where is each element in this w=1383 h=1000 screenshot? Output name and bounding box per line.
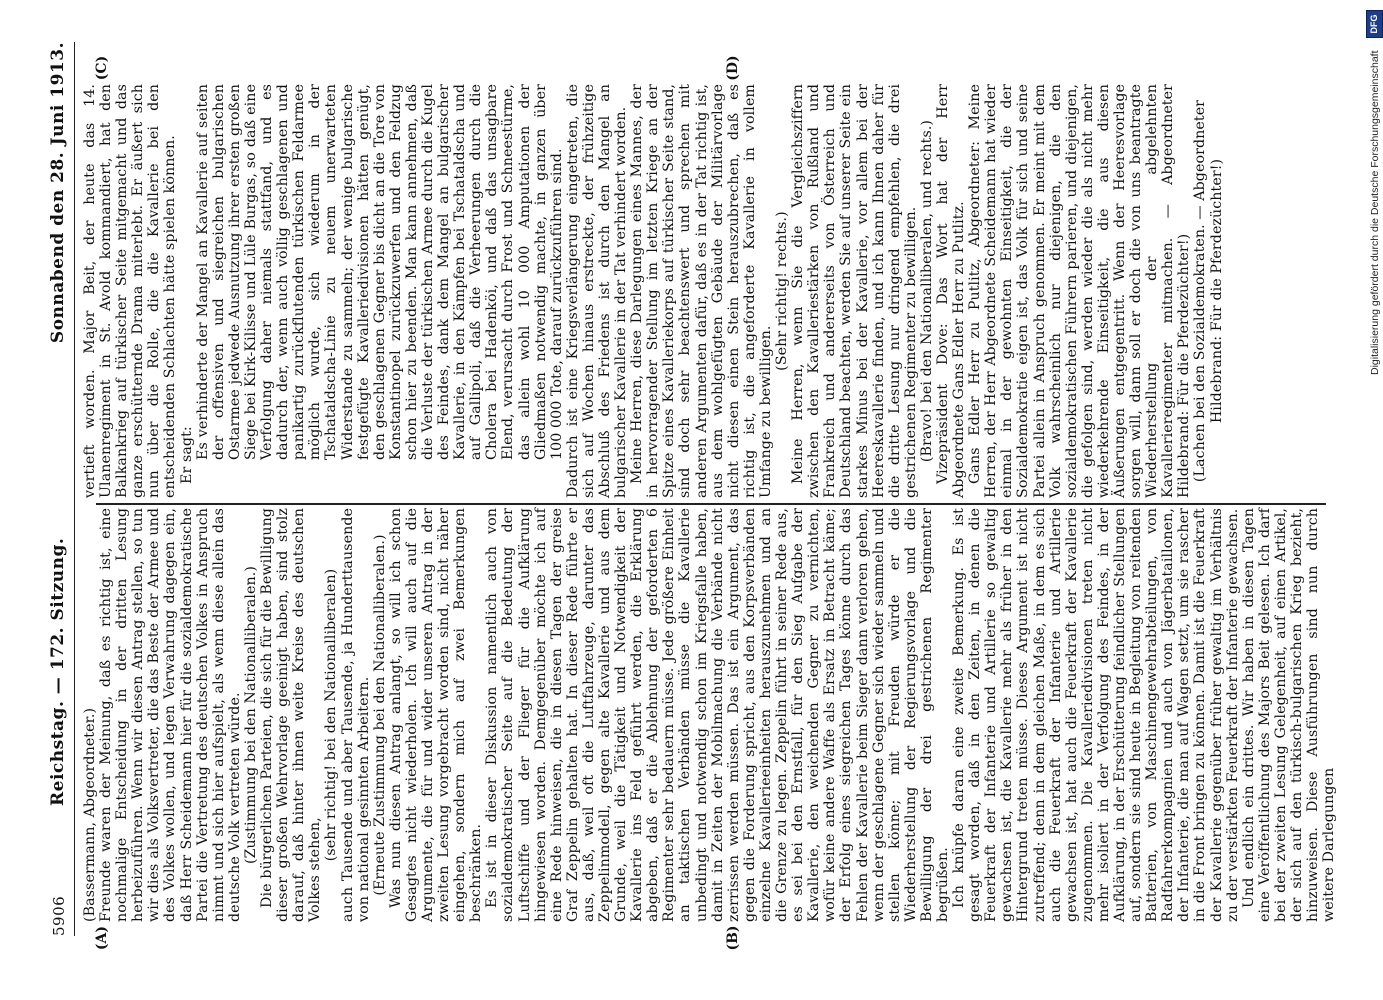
left-column (82, 508, 1338, 922)
margin-marker-b: (B) (725, 925, 741, 951)
interjection: (Bravo! bei den Nationalliberalen, und rechts.) (918, 119, 935, 463)
margin-marker-a: (A) (94, 925, 110, 951)
paragraph: Vizepräsident Dove: Das Wort hat der Herr Abgeordnete Gans Edler Herr zu Putlitz. (934, 84, 968, 498)
paragraph: Es ist in dieser Diskussion namentlich auch von sozialdemokratischer Seite auf die Bedeutung der Luftschiffe und der Flieger für die Aufklärung hingewiesen worden. Demgegenüber möchte ich auf eine Rede hinweisen, die in diesen Tagen der greise Graf Zeppelin gehalten hat. In dieser Rede führte er aus, daß, weil oft die Luftfahrzeuge, darunter das Zeppelinmodell, gegen alte Kavallerie und aus dem Grunde, weil die Tätigkeit und Notwendigkeit der Kavallerie ins Feld geführt werden, die Erklärung abgeben, daß er die Ablehnung der geforderten 6 Regimenter sehr bedauern müsse. Jede größere Einheit an taktischen Verbänden müsse die Kavallerie unbedingt und notwendig schon im Kriegsfalle haben, damit in Zeiten der Mobilmachung die Verbände nicht zerrissen werden müssen. Das ist ein Argument, das gegen die Forderung spricht, aus den Korpsverbänden einzelne Kavallerieeinheiten herauszunehmen und an die Grenze zu legen. Zeppelin führt in seiner Rede aus, es sei bei den Ernstfall, für den Sieg Aufgabe der Kavallerie, den weichenden Gegner zu vernichten, wofür keine andere Waffe als Ersatz in Betracht käme; der Erfolg eines siegreichen Tages könne durch das Fehlen der Kavallerie beim Sieger dann verloren gehen, wenn der geschlagene Gegner sich wieder sammeln und stellen könne; mit Freuden würde er die Wiederherstellung der Regierungsvorlage und die Bewilligung der drei gestrichenen Regimenter begrüßen. (484, 508, 951, 922)
header-rule (74, 42, 75, 936)
paragraph: auch Tausende und aber Tausende, ja Hunderttausende von national gesinnten Arbeitern. (339, 508, 372, 922)
interjection: (Sehr richtig! rechts.) (774, 211, 791, 371)
paragraph: Meine Herren, diese Darlegungen eines Mannes, der in hervorragender Stellung im letzten Kriege an der Spitze eines Kavalleriekorps auf türkischer Seite stand, sind doch sehr beachtenswert und sprechen mit anderen Argumenten dafür, daß es in der Tat richtig ist, aus dem wohlgefügten Gebäude der Militärvorlage nicht diesen einen Stein herauszubrechen, daß es richtig ist, die angeforderte Kavallerie in vollem Umfange zu bewilligen. (629, 84, 774, 498)
dfg-logo (1366, 10, 1383, 38)
paragraph: Meine Herren, wenn Sie die Vergleichsziffern zwischen den Kavalleriestärken von Rußland und Frankreich und andererseits von Österreich und Deutschland beachten, werden Sie auf unserer Seite ein starkes Minus bei der Kavallerie, vor allem bei der Heereskavallerie finden, und ich kann Ihnen daher für die dritte Lesung nur dringend empfehlen, die drei gestrichenen Regimenter zu bewilligen. (790, 84, 919, 498)
interjection: (Zustimmung bei den Nationalliberalen.) (242, 565, 259, 865)
interjection: (sehr richtig! bei den Nationalliberalen) (323, 568, 340, 862)
margin-marker-d: (D) (725, 55, 741, 81)
paragraph: Ich knüpfe daran eine zweite Bemerkung. Es ist gesagt worden, daß in den Zeiten, in denen die Feuerkraft der Infanterie und Artillerie so gewaltig gewachsen ist, die Kavallerie mehr als früher in den Hintergrund treten müsse. Dieses Argument ist nicht zutreffend; denn in dem gleichen Maße, in dem es sich auch die Feuerkraft der Infanterie und Artillerie gewachsen ist, hat auch die Feuerkraft der Kavallerie zugenommen. Die Kavalleriedivisionen treten nicht mehr isoliert in der Verfolgung des Feindes, in der Aufklärung, in der Erschütterung feindlicher Stellungen auf, sondern sie sind heute in Begleitung von reitenden Batterien, von Maschinengewehrabteilungen, von Radfahrerkompagnien und auch von Jägerbataillonen, der Infanterie, die man auf Wagen setzt, um sie rascher in die Front bringen zu können. Damit ist die Feuerkraft der Kavallerie gegenüber früher gewaltig im Verhältnis zu der verstärkten Feuerkraft der Infanterie gewachsen. (951, 508, 1241, 922)
session-date: Sonnabend den 28. Juni 1913. (48, 42, 68, 344)
quotation: Es verhinderte der Mangel an Kavallerie auf seiten der offensiven und siegreichen bulgarischen Ostarmee jedwede Ausnutzung ihrer ersten großen Siege bei Kirk-Kilisse und Lüle Burgas, so daß eine Verfolgung daher niemals stattfand, und es dadurch der, wenn auch völlig geschlagenen und panikartig zurückflutenden türkischen Feldarmee möglich wurde, sich wiederum in der Tschataldscha-Linie zu neuem unerwarteten Widerstande zu sammeln; der wenige bulgarische festgefügte Kavalleriedivisionen hätten genügt, den geschlagenen Gegner bis dicht an die Tore von Konstantinopel zurückzuwerfen und den Feldzug schon hier zu beenden. Man kann annehmen, daß die Verluste der türkischen Armee durch die Kugel des Feindes, dank dem Mangel an bulgarischer Kavallerie, in den Kämpfen bei Tschataldscha und auf Gallipoli, daß die Verheerungen durch die Cholera bei Hadenköi, und daß das unsagbare Elend, verursacht durch Frost und Schneestürme, das allein wohl 10 000 Amputationen der Gliedmaßen notwendig machte, in ganzen über 100 000 Tote, darauf zurückzuführen sind. (194, 84, 565, 460)
quotation: Dadurch ist eine Kriegsverlängerung eingetreten, die sich auf Wochen hinaus erstreckte, der frühzeitige Abschluß des Friedens ist durch den Mangel an bulgarischer Kavallerie in der Tat verhindert worden. (564, 84, 630, 498)
column-divider (96, 503, 1326, 505)
margin-marker-c: (C) (94, 55, 110, 81)
paragraph: Und endlich ein drittes. Wir haben in diesen Tagen eine Veröffentlichung des Majors Beit gelesen. Ich darf bei der zweiten Lesung Gelegenheit, auf einen Artikel, der sich auf den türkisch-bulgarischen Krieg bezieht, hinzuweisen. Diese Ausführungen sind nun durch weitere Darlegungen (1240, 508, 1338, 922)
dfg-logo-text: DFG (1369, 14, 1379, 34)
speaker-note: (Bassermann, Abgeordneter.) (82, 707, 98, 922)
publication-title: Reichstag. — 172. Sitzung. (48, 537, 68, 806)
interjection: (Erneute Zustimmung bei den Nationalliberalen.) (371, 534, 388, 896)
interjection: (Lachen bei den Sozialdemokraten. — Abgeordneter Hildebrand: Für die Pferdezüchter!) (1192, 99, 1225, 483)
paragraph: Die bürgerlichen Parteien, die sich für die Bewilligung dieser großen Wehrvorlage geeinigt haben, sind stolz darauf, daß hinter ihnen weite Kreise des deutschen Volkes stehen, (259, 508, 324, 922)
paragraph: Er sagt: (178, 426, 195, 484)
digitization-credit: Digitalisierung gefördert durch die Deutsche Forschungsgemeinschaft (1369, 50, 1381, 375)
paragraph: Gans Edler Herr zu Putlitz, Abgeordneter: Meine Herren, der Herr Abgeordnete Scheidemann hat wieder einmal in der gewohnten Einseitigkeit, die der Sozialdemokratie eigen ist, das Volk für sich und seine Partei allein in Anspruch genommen. Er meint mit dem Volk wahrscheinlich nur diejenigen, die den sozialdemokratischen Führern parieren, und diejenigen, die gefolgen sind, werden wieder die als nicht mehr wiederkehrende Einseitigkeit, die aus diesen Äußerungen entgegentritt. Wenn der Heeresvorlage sorgen will, dann soll er doch die von uns beantragte Wiederherstellung der abgelehnten Kavallerieregimenter mitmachen. — Abgeordneter Hildebrand: Für die Pferdezüchter!) (967, 84, 1193, 498)
page-header (48, 42, 74, 936)
paragraph: vertieft worden. Major Beit, der heute das 14. Ulanenregiment in St. Avold kommandiert, hat den Balkankrieg auf türkischer Seite mitgemacht und das ganze erschütternde Drama miterlebt. Er äußert sich nun über die Rolle, die die Kavallerie bei den entscheidenden Schlachten hätte spielen können. (82, 84, 179, 498)
paragraph: Was nun diesen Antrag anlangt, so will ich schon Gesagtes nicht wiederholen. Ich will auch auf die Argumente, die für und wider unseren Antrag in der zweiten Lesung vorgebracht worden sind, nicht näher eingehen, sondern mich auf zwei Bemerkungen beschränken. (387, 508, 485, 922)
paragraph: Freunde waren der Meinung, daß es richtig ist, eine nochmalige Entscheidung in der dritten Lesung herbeizuführen. Wenn wir diesen Antrag stellen, so tun wir dies als Volksvertreter, die das Beste der Armee und des Volkes wollen, und legen Verwahrung dagegen ein, daß Herr Scheidemann hier für die sozialdemokratische Partei die Vertretung des deutschen Volkes in Anspruch nimmt und sich hier aufspielt, als wenn diese allein das deutsche Volk vertreten würde. (98, 508, 243, 922)
page-number: 5906 (50, 895, 68, 936)
right-column (82, 84, 1327, 498)
